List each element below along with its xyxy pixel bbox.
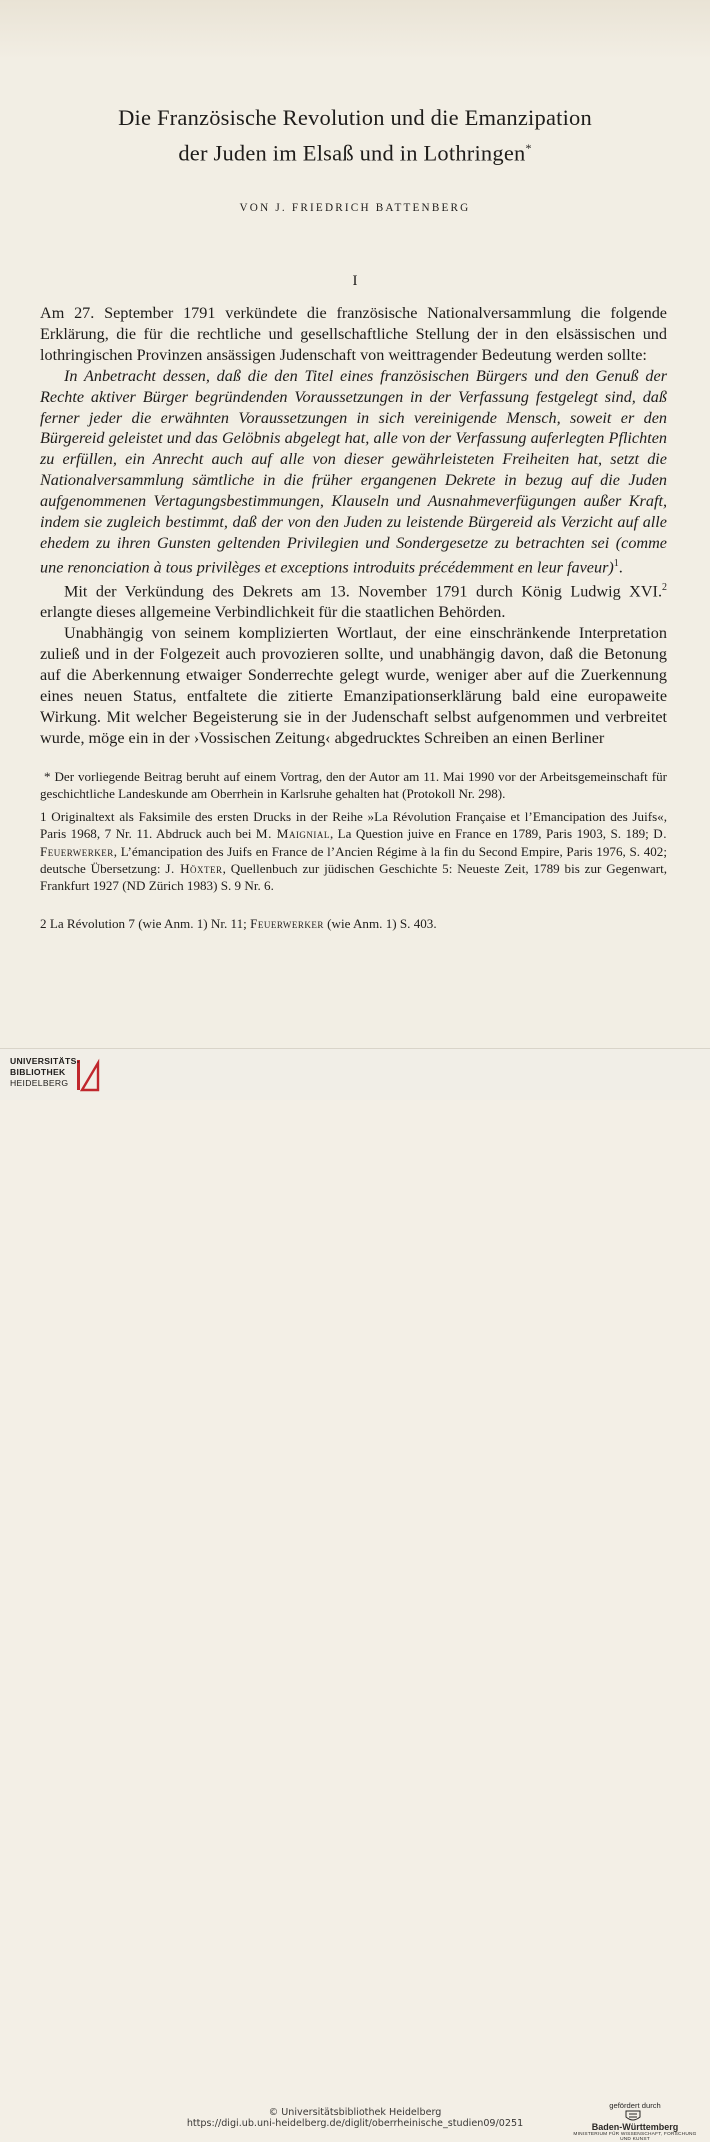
digitization-footer bbox=[0, 1048, 710, 2142]
fn1-part-c: , La Question juive en France en 1789, Paris 1903, S. 189; bbox=[329, 826, 654, 842]
library-name-line-3: HEIDELBERG bbox=[10, 1078, 69, 1088]
fn1-author-maignial: M. Maignial bbox=[255, 826, 330, 842]
scanned-page bbox=[0, 0, 710, 1048]
paragraph-1: Am 27. September 1791 verkündete die französische Nationalversammlung die folgende Erklärung, die für die rechtliche und gesellschaftliche Stellung der in den elsässischen und lothringischen Provinzen ansässigen Judenschaft von weittragender Bedeutung werden sollte: bbox=[40, 304, 667, 364]
paragraph-2-rest: erlangte dieses allgemeine Verbindlichkeit für die staatlichen Behörden. bbox=[40, 603, 506, 622]
footnote-star-text: * Der vorliegende Beitrag beruht auf einem Vortrag, den der Autor am 11. Mai 1990 vor der Arbeitsgemeinschaft für geschichtliche Landeskunde am Oberrhein in Karlsruhe gehalten hat (Protokoll Nr. 298). bbox=[40, 769, 667, 802]
fn1-part-e: , L’émancipation des Juifs en France de l’Ancien Régime à la fin du Second Empire, Paris 1976, S. 402; deutsche Übersetzung: bbox=[40, 843, 667, 876]
title-line-2 bbox=[40, 133, 670, 169]
article-author: VON J. FRIEDRICH BATTENBERG bbox=[239, 202, 471, 214]
section-number: I bbox=[352, 273, 358, 289]
fn2-part-c: (wie Anm. 1) S. 403. bbox=[323, 916, 437, 931]
footnote-2 bbox=[40, 915, 667, 932]
footnote-star bbox=[40, 768, 667, 803]
footnote-ref-2: 2 bbox=[662, 582, 667, 594]
footnote-2-text bbox=[40, 915, 667, 932]
quote-text: In Anbetracht dessen, daß die den Titel eines französischen Bürgers und den Genuß der Rechte aktiver Bürger begründenden Voraussetzungen in der Verfassung festgelegt sind, daß ferner jeder die erwähnten Voraussetzungen in sich vereinigende Mensch, soweit er den Bürgereid geleistet und das Gelöbnis abgelegt hat, alle von der Verfassung auferlegten Pflichten zu erfüllen, ein Anrecht auch auf alle von dieser gewährleisteten Freiheiten hat, setzt die Nationalversammlung sämtliche in die früher ergangenen Dekrete in bezug auf die Juden aufgenommenen Vertagungsbestimmungen, Klauseln und Ausnahmeverfügungen außer Kraft, indem sie zugleich bestimmt, daß der von den Juden zu leistende Bürgereid als Verzicht auf alle ehedem zu ihren Gunsten geltenden Privilegien und Sondergesetze zu betrachten sei (comme une renonciation à tous privilèges et exceptions introduits précédemment en leur faveur) bbox=[40, 366, 667, 577]
paragraph-3: Unabhängig von seinem komplizierten Wortlaut, der eine einschränkende Interpretation zuließ und in der Folgezeit auch provozieren sollte, und unabhängig davon, daß die Betonung auf die Aberkennung etwaiger Sonderrechte gelegt wurde, weniger aber auf die Zuerkennung eines neuen Status, entfaltete die zitierte Emanzipationserklärung bald eine europaweite Wirkung. Mit welcher Begeisterung sie in der Judenschaft selbst aufgenommen und verbreitet wurde, möge ein in der ›Vossischen Zeitung‹ abgedrucktes Schreiben an einen Berliner bbox=[40, 624, 667, 747]
funder-block bbox=[570, 2101, 700, 2142]
title-footnote-mark: * bbox=[525, 141, 532, 155]
title-line-1: Die Französische Revolution und die Emanzipation bbox=[118, 105, 592, 130]
fn2-part-a: 2 La Révolution 7 (wie Anm. 1) Nr. 11; bbox=[40, 916, 251, 931]
library-name-line-2: BIBLIOTHEK bbox=[10, 1067, 66, 1077]
fn2-author-feuerwerker: Feuerwerker bbox=[250, 916, 324, 931]
footnote-1-text bbox=[40, 808, 667, 894]
library-name bbox=[10, 1056, 80, 1089]
fn1-part-a: 1 Originaltext als Faksimile des ersten Drucks in der Reihe »La Révolution Française et l’Emancipation des Juifs«, Paris 1968, 7 Nr. 11. Abdruck auch bei bbox=[40, 809, 667, 842]
bleed-through-shadow bbox=[0, 0, 710, 60]
fn1-author-feuerwerker: D. Feuerwerker bbox=[40, 826, 667, 859]
fn1-part-g: , Quellenbuch zur jüdischen Geschichte 5: Neueste Zeit, 1789 bis zur Gegenwart, Frankfurt 1927 (ND Zürich 1983) S. 9 Nr. 6. bbox=[40, 860, 667, 894]
funded-by-label: gefördert durch bbox=[609, 2101, 661, 2110]
footnote-1 bbox=[40, 808, 667, 894]
library-name-line-1: UNIVERSITÄTS- bbox=[10, 1056, 80, 1066]
article-body bbox=[40, 303, 667, 749]
permalink[interactable]: https://digi.ub.uni-heidelberg.de/diglit/oberrheinische_studien09/0251 bbox=[186, 2118, 524, 2129]
footnote-ref-1: 1 bbox=[613, 557, 619, 569]
paragraph-2 bbox=[40, 578, 667, 623]
fn1-author-hoexter: J. Höxter bbox=[165, 860, 223, 876]
article-title bbox=[40, 103, 670, 169]
title-line-2-text: der Juden im Elsaß und in Lothringen bbox=[178, 140, 526, 166]
quote-paragraph bbox=[40, 366, 667, 578]
funder-state: Baden-Württemberg bbox=[591, 2122, 679, 2132]
paragraph-2-text: Mit der Verkündung des Dekrets am 13. November 1791 durch König Ludwig XVI. bbox=[64, 582, 662, 601]
funder-ministry: MINISTERIUM FÜR WISSENSCHAFT, FORSCHUNG UND KUNST bbox=[573, 2132, 697, 2142]
quote-end: . bbox=[618, 558, 623, 577]
copyright-text: © Universitätsbibliothek Heidelberg bbox=[268, 2107, 442, 2118]
